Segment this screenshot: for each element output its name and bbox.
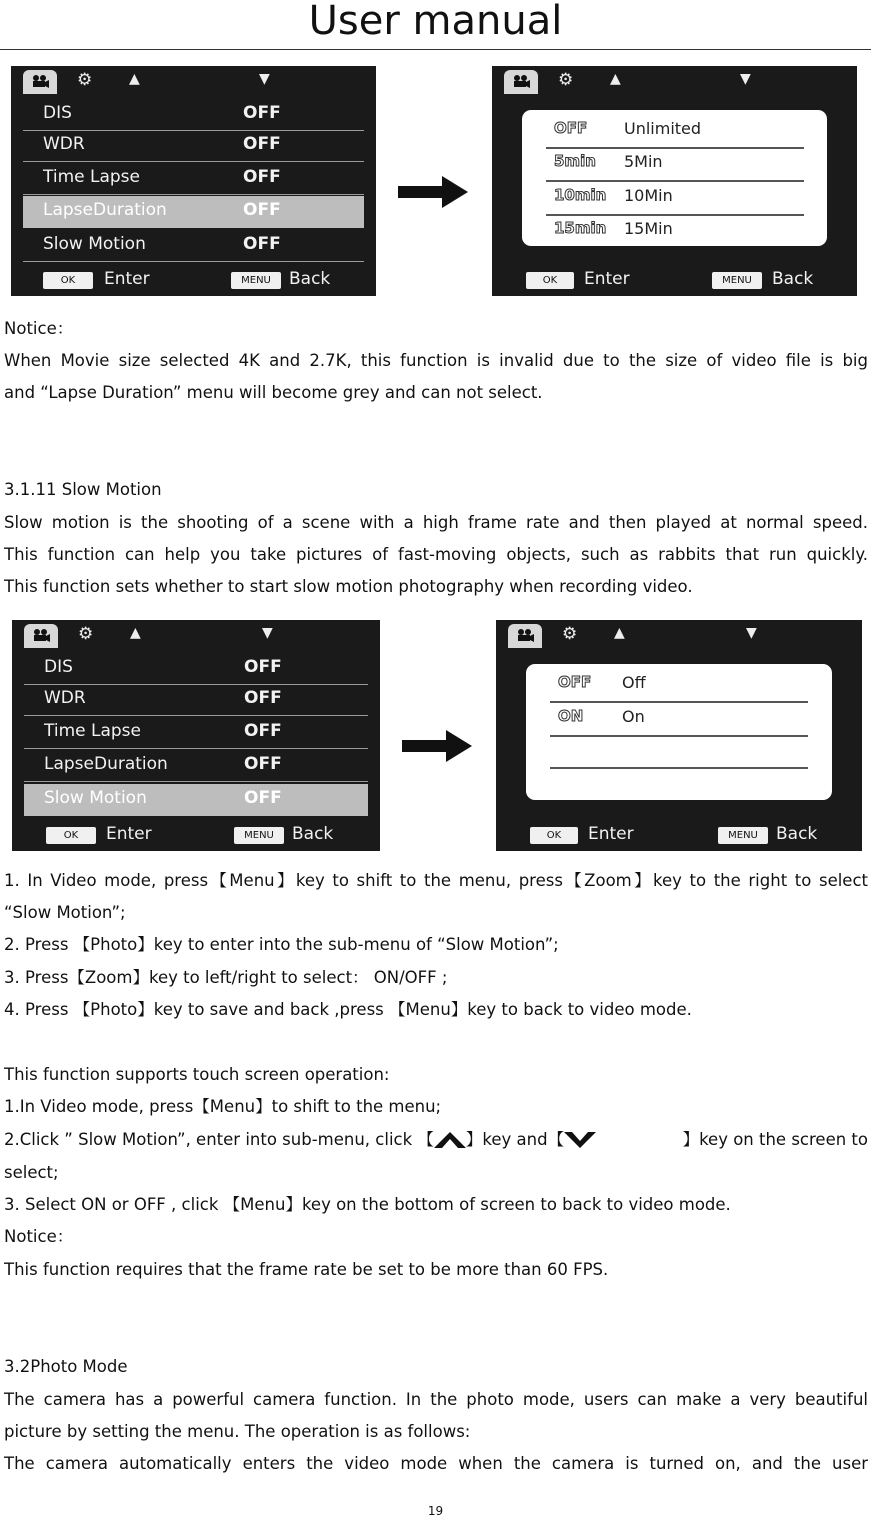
option-row xyxy=(550,702,808,737)
enter-label: Enter xyxy=(104,269,150,289)
menu-row-label: Slow Motion xyxy=(43,234,146,254)
menu-key: MENU xyxy=(718,827,768,844)
menu-row xyxy=(24,750,368,782)
chevron-down-icon: ▼ xyxy=(262,625,273,641)
touch-step-2-part xyxy=(4,1124,596,1156)
touch-step: select; xyxy=(4,1163,59,1182)
options-panel xyxy=(526,664,832,800)
tab-bar xyxy=(11,66,376,94)
back-label: Back xyxy=(289,269,331,289)
menu-row-value: OFF xyxy=(244,754,282,774)
tab-bar xyxy=(12,620,380,648)
gear-icon: ⚙ xyxy=(558,70,574,90)
touch-step-2 xyxy=(4,1124,868,1156)
menu-row-label: LapseDuration xyxy=(43,200,167,220)
video-camera-icon xyxy=(512,74,530,88)
button-bar xyxy=(492,266,857,296)
touch-step-2-text: 2.Click ” Slow Motion”, enter into sub-menu, click 【 xyxy=(4,1130,434,1149)
section-line: Slow motion is the shooting of a scene with a high frame rate and then played at normal speed. xyxy=(4,513,868,532)
tab-bar xyxy=(496,620,862,648)
right-arrow-icon xyxy=(402,730,472,762)
ok-key: OK xyxy=(43,272,93,289)
option-code: ON xyxy=(558,707,584,725)
right-arrow-icon xyxy=(398,176,468,208)
step-line: 2. Press 【Photo】key to enter into the sub-menu of “Slow Motion”; xyxy=(4,935,559,954)
menu-row-value: OFF xyxy=(243,167,281,187)
chevron-down-icon xyxy=(564,1132,596,1148)
section-line: picture by setting the menu. The operation is as follows: xyxy=(4,1422,471,1441)
menu-key: MENU xyxy=(231,272,281,289)
menu-row xyxy=(23,163,364,195)
empty-option-divider xyxy=(550,767,808,769)
section-line: The camera automatically enters the video mode when the camera is turned on, and the user xyxy=(4,1454,868,1473)
notice-heading: Notice： xyxy=(4,1227,74,1246)
option-code: 15min xyxy=(554,219,607,237)
chevron-up-icon: ▲ xyxy=(614,625,625,641)
step-line: 4. Press 【Photo】key to save and back ,press 【Menu】key to back to video mode. xyxy=(4,1000,692,1019)
menu-key: MENU xyxy=(712,272,762,289)
option-row xyxy=(546,114,804,149)
menu-row-label: Time Lapse xyxy=(43,167,141,187)
menu-key: MENU xyxy=(234,827,284,844)
enter-label: Enter xyxy=(106,824,152,844)
notice-line: When Movie size selected 4K and 2.7K, this function is invalid due to the size of video file is big xyxy=(4,351,868,370)
back-label: Back xyxy=(776,824,818,844)
slow-motion-screen xyxy=(496,620,862,851)
menu-row-value: OFF xyxy=(243,200,281,220)
tab-bar xyxy=(492,66,857,94)
page-number: 19 xyxy=(427,1504,444,1518)
menu-row xyxy=(23,130,364,162)
option-name: 15Min xyxy=(624,219,673,238)
button-bar xyxy=(496,821,862,851)
menu-screen-slow-motion xyxy=(12,620,380,851)
option-code: OFF xyxy=(554,119,588,137)
option-name: Off xyxy=(622,673,646,692)
menu-row-value: OFF xyxy=(243,234,281,254)
menu-row-value: OFF xyxy=(244,688,282,708)
menu-row-value: OFF xyxy=(243,134,281,154)
menu-row-value: OFF xyxy=(244,721,282,741)
menu-row-label: Slow Motion xyxy=(44,788,147,808)
chevron-down-icon: ▼ xyxy=(259,71,270,87)
ok-key: OK xyxy=(530,827,578,844)
touch-step: 3. Select ON or OFF , click 【Menu】key on the bottom of screen to back to video mode. xyxy=(4,1195,731,1214)
ok-key: OK xyxy=(526,272,574,289)
touch-step-2-text: 】key and【 xyxy=(465,1130,565,1149)
chevron-down-icon: ▼ xyxy=(746,625,757,641)
menu-row-value: OFF xyxy=(243,103,281,123)
ok-key: OK xyxy=(46,827,96,844)
step-line: 3. Press【Zoom】key to left/right to select： ON/OFF ; xyxy=(4,968,448,987)
step-line: 1. In Video mode, press【Menu】key to shift to the menu, press【Zoom】key to the right to select xyxy=(4,871,868,890)
notice-heading: Notice： xyxy=(4,319,74,338)
menu-row xyxy=(24,653,368,685)
chevron-up-icon: ▲ xyxy=(610,71,621,87)
menu-row-label: DIS xyxy=(44,657,73,677)
page-title: User manual xyxy=(308,0,563,44)
option-row xyxy=(546,147,804,182)
menu-row-selected xyxy=(24,784,368,816)
menu-row-label: DIS xyxy=(43,103,72,123)
video-camera-icon xyxy=(516,628,534,642)
menu-row-label: WDR xyxy=(44,688,86,708)
section-line: This function sets whether to start slow motion photography when recording video. xyxy=(4,577,693,596)
chevron-down-icon: ▼ xyxy=(740,71,751,87)
menu-row xyxy=(23,230,364,262)
menu-row xyxy=(23,99,364,131)
menu-row-label: LapseDuration xyxy=(44,754,168,774)
menu-row xyxy=(24,684,368,716)
notice-line: This function requires that the frame rate be set to be more than 60 FPS. xyxy=(4,1260,609,1279)
option-row xyxy=(550,668,808,703)
menu-screen-lapse xyxy=(11,66,376,296)
section-line: The camera has a powerful camera function. In the photo mode, users can make a very beautiful xyxy=(4,1390,868,1409)
section-heading: 3.1.11 Slow Motion xyxy=(4,480,162,499)
step-line: “Slow Motion”; xyxy=(4,903,126,922)
video-camera-icon xyxy=(31,74,49,88)
button-bar xyxy=(12,821,380,851)
gear-icon: ⚙ xyxy=(78,624,94,644)
menu-row-value: OFF xyxy=(244,788,282,808)
option-name: Unlimited xyxy=(624,119,702,138)
option-code: 10min xyxy=(554,186,607,204)
back-label: Back xyxy=(772,269,814,289)
touch-step: 1.In Video mode, press【Menu】to shift to the menu; xyxy=(4,1097,442,1116)
notice-line: and “Lapse Duration” menu will become grey and can not select. xyxy=(4,383,543,402)
option-name: On xyxy=(622,707,645,726)
chevron-up-icon: ▲ xyxy=(130,625,141,641)
enter-label: Enter xyxy=(588,824,634,844)
enter-label: Enter xyxy=(584,269,630,289)
gear-icon: ⚙ xyxy=(77,70,93,90)
video-camera-icon xyxy=(32,628,50,642)
chevron-up-icon: ▲ xyxy=(129,71,140,87)
section-heading: 3.2Photo Mode xyxy=(4,1357,128,1376)
lapse-duration-screen xyxy=(492,66,857,296)
option-name: 5Min xyxy=(624,152,663,171)
button-bar xyxy=(11,266,376,296)
menu-row xyxy=(24,717,368,749)
menu-row-selected xyxy=(23,196,364,228)
option-code: OFF xyxy=(558,673,592,691)
option-code: 5min xyxy=(554,152,596,170)
option-row xyxy=(546,214,804,247)
title-divider xyxy=(0,49,871,50)
menu-row-value: OFF xyxy=(244,657,282,677)
touch-intro: This function supports touch screen operation: xyxy=(4,1065,390,1084)
gear-icon: ⚙ xyxy=(562,624,578,644)
menu-row-label: Time Lapse xyxy=(44,721,142,741)
menu-row-label: WDR xyxy=(43,134,85,154)
back-label: Back xyxy=(292,824,334,844)
options-panel xyxy=(522,110,827,246)
touch-step-2-text: 】key on the screen to xyxy=(682,1130,868,1149)
option-row xyxy=(546,181,804,216)
option-name: 10Min xyxy=(624,186,673,205)
section-line: This function can help you take pictures of fast-moving objects, such as rabbits that run quickly. xyxy=(4,545,868,564)
chevron-up-icon xyxy=(434,1132,466,1148)
